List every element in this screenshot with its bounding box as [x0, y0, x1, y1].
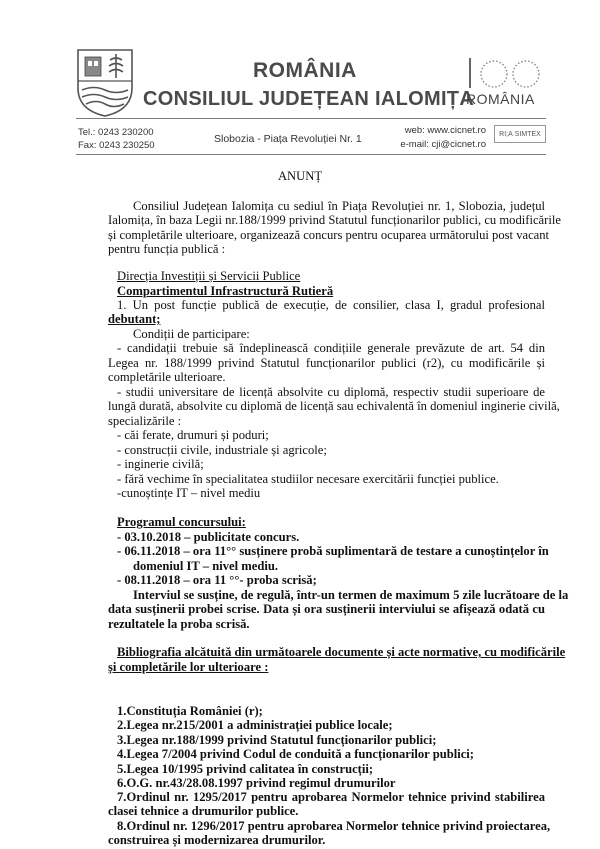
direction-name: Direcția Investiții și Servicii Publice	[117, 269, 301, 283]
post-description: 1. Un post funcție publică de execuție, de consilier, clasa I, gradul profesional	[117, 298, 545, 312]
bibliography-item-cont: construirea și modernizarea drumurilor.	[108, 833, 326, 847]
header-address: Slobozia - Piața Revoluției Nr. 1	[214, 133, 362, 145]
condition-line: Legea nr. 188/1999 privind Statutul funcționarilor publici (r2), cu modificările și	[108, 356, 545, 370]
intro-line: Ialomița, în baza Legii nr.188/1999 privind Statutul funcționarilor publici, cu modificările	[108, 213, 561, 227]
program-line: data susținerii probei scrise. Data și ora susținerii interviului se afișează odată cu	[108, 602, 545, 616]
program-title: Programul concursului:	[117, 515, 246, 529]
bibliography-item: 2.Legea nr.215/2001 a administrației publice locale;	[117, 718, 393, 732]
document-title: ANUNȚ	[277, 169, 323, 183]
condition-line: - fără vechime în specialitatea studiilor necesare exercitării funcției publice.	[117, 472, 499, 486]
bibliography-item: 3.Legea nr.188/1999 privind Statutul funcționarilor publici;	[117, 733, 437, 747]
header-phone: Tel.: 0243 230200	[78, 127, 154, 138]
county-coat-of-arms-icon	[76, 48, 134, 118]
condition-line: - căi ferate, drumuri și poduri;	[117, 428, 269, 442]
program-line: - 06.11.2018 – ora 11°° susținere probă suplimentară de testare a cunoștințelor în	[117, 544, 549, 558]
bibliography-item-cont: clasei tehnice a drumurilor publice.	[108, 804, 299, 818]
bibliography-item: 6.O.G. nr.43/28.08.1997 privind regimul drumurilor	[117, 776, 396, 790]
header-divider-bottom	[76, 154, 546, 155]
condition-line: - studii universitare de licență absolvite cu diplomă, respectiv studii superioare de	[117, 385, 545, 399]
header-email: e-mail: cji@cicnet.ro	[400, 139, 486, 150]
bibliography-title-cont: și completările lor ulterioare :	[108, 660, 269, 674]
bibliography-item: 4.Legea 7/2004 privind Codul de conduită a funcționarilor publici;	[117, 747, 474, 761]
program-line: domeniul IT – nivel mediu.	[133, 559, 278, 573]
condition-line: -cunoștințe IT – nivel mediu	[117, 486, 261, 500]
condition-line: - inginerie civilă;	[117, 457, 204, 471]
condition-line: lungă durată, absolvite cu diplomă de licență sau echivalentă în domeniul inginerie civilă,	[108, 399, 560, 413]
post-description-cont: debutant;	[108, 312, 161, 326]
cert-right-label: SIMTEX	[514, 130, 541, 138]
intro-line: pentru funcția publică :	[108, 242, 226, 256]
bibliography-item: 7.Ordinul nr. 1295/2017 pentru aprobarea Normelor tehnice privind stabilirea	[117, 790, 545, 804]
header-country: ROMÂNIA	[253, 59, 357, 82]
condition-line: - construcții civile, industriale și agricole;	[117, 443, 327, 457]
bibliography-item: 5.Legea 10/1995 privind calitatea în construcții;	[117, 762, 374, 776]
bibliography-item: 1.Constituția României (r);	[117, 704, 263, 718]
header-institution: CONSILIUL JUDEȚEAN IALOMIȚA	[143, 88, 475, 110]
program-line: - 08.11.2018 – ora 11 °°- proba scrisă;	[117, 573, 317, 587]
program-line: Interviul se susține, de regulă, într-un termen de maximum 5 zile lucrătoare de la	[133, 588, 569, 602]
centenar-label: ROMÂNIA	[466, 91, 535, 107]
bibliography-item: 8.Ordinul nr. 1296/2017 pentru aprobarea Normelor tehnice privind proiectarea,	[117, 819, 551, 833]
intro-line: și completările ulterioare, organizează concurs pentru ocuparea următorului post vacant	[108, 228, 550, 242]
certification-badge	[494, 125, 546, 143]
condition-line: completările ulterioare.	[108, 370, 226, 384]
condition-line: - candidații trebuie să îndeplinească condițiile generale prevăzute de art. 54 din	[117, 341, 545, 355]
program-line: rezultatele la proba scrisă.	[108, 617, 250, 631]
cert-left-label: RI;A	[499, 130, 513, 138]
program-line: - 03.10.2018 – publicitate concurs.	[117, 530, 300, 544]
condition-line: specializările :	[108, 414, 182, 428]
compartment-name: Compartimentul Infrastructură Rutieră	[117, 284, 334, 298]
header-divider-top	[76, 118, 546, 119]
bibliography-title: Bibliografia alcătuită din următoarele documente și acte normative, cu modificările	[117, 645, 566, 659]
header-fax: Fax: 0243 230250	[78, 140, 155, 151]
intro-line: Consiliul Județean Ialomița cu sediul în Piața Revoluției nr. 1, Slobozia, județul	[133, 199, 545, 213]
header-web: web: www.cicnet.ro	[404, 125, 486, 136]
conditions-title: Condiții de participare:	[133, 327, 250, 341]
